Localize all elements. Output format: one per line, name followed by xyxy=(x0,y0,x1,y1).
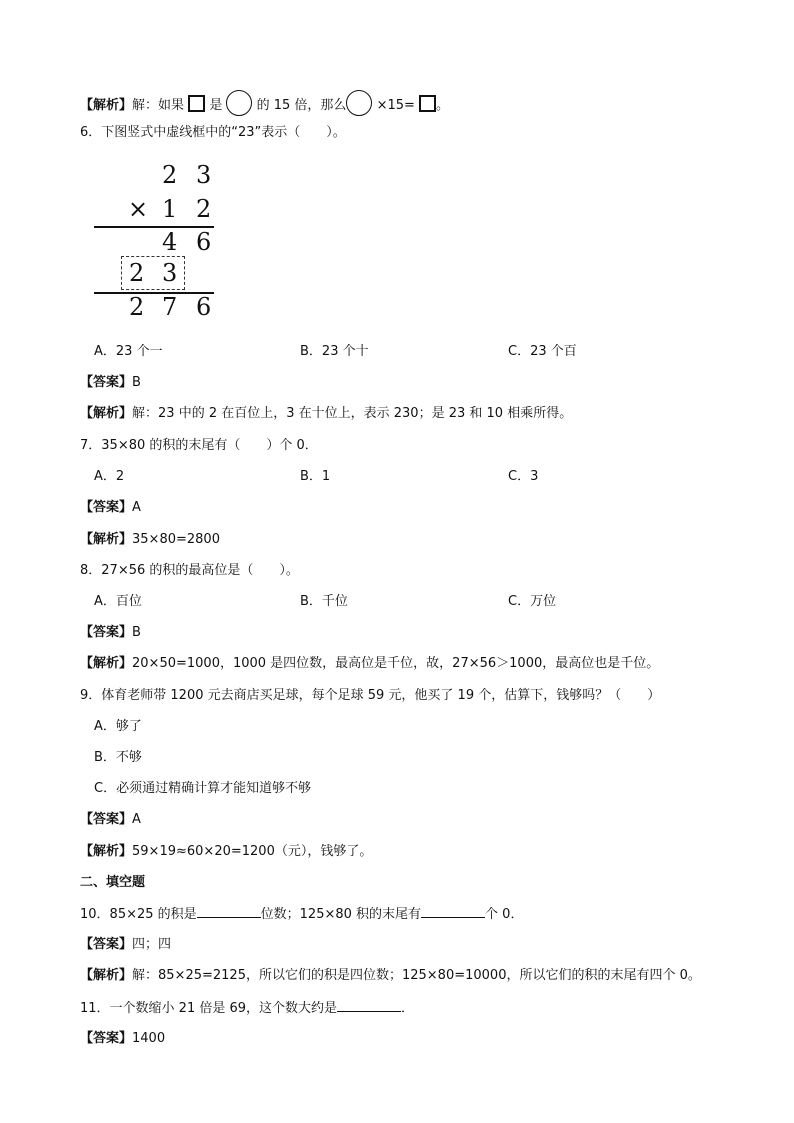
analysis-text: 20×50=1000，1000 是四位数，最高位是千位，故，27×56＞1000，最高位也是千位。 xyxy=(132,656,660,671)
q10-stem-b: 位数；125×80 积的末尾有 xyxy=(260,907,422,922)
q7-analysis xyxy=(80,531,220,549)
q11-stem-b: ． xyxy=(401,1001,415,1016)
analysis-tag: 【解析】 xyxy=(80,656,133,671)
option-b: B．23 个十 xyxy=(300,344,369,359)
digit: 6 xyxy=(196,228,212,256)
digit: 2 xyxy=(162,161,178,189)
q9-stem: 9．体育老师带 1200 元去商店买足球，每个足球 59 元，他买了 19 个，估算下，钱够吗？（ ） xyxy=(80,688,661,703)
option-c: C．万位 xyxy=(508,594,557,609)
answer-tag: 【答案】 xyxy=(80,937,133,952)
fill-blank xyxy=(421,905,485,918)
q5-analysis xyxy=(80,90,449,116)
analysis-tag: 【解析】 xyxy=(80,968,133,983)
q11-answer xyxy=(80,1030,165,1048)
option-c: C．3 xyxy=(508,469,539,484)
answer-value: B xyxy=(132,625,141,640)
q7-answer xyxy=(80,499,141,517)
q11-stem-a: 11．一个数缩小 21 倍是 69，这个数大约是 xyxy=(80,1001,338,1016)
square-box-icon xyxy=(188,95,205,112)
q9-analysis xyxy=(80,843,372,861)
digit: 2 xyxy=(129,293,145,321)
q9-answer xyxy=(80,811,141,829)
option-a: A．百位 xyxy=(94,594,142,609)
q8-answer xyxy=(80,624,141,642)
q6-analysis xyxy=(80,405,572,423)
option-a: A．够了 xyxy=(94,719,142,734)
section-title: 二、填空题 xyxy=(80,875,146,890)
answer-value: A xyxy=(132,500,141,515)
q5-ana-a: 解：如果 xyxy=(132,98,185,113)
analysis-text: 59×19≈60×20=1200（元），钱够了。 xyxy=(132,844,373,859)
option-c: C．必须通过精确计算才能知道够不够 xyxy=(94,781,312,796)
q10-stem-c: 个 0． xyxy=(485,907,524,922)
digit: 3 xyxy=(196,161,212,189)
vertical-multiplication xyxy=(92,160,222,320)
analysis-text: 35×80=2800 xyxy=(132,532,220,547)
multiply-sign: × xyxy=(128,195,149,223)
analysis-tag: 【解析】 xyxy=(80,406,133,421)
digit: 4 xyxy=(162,228,178,256)
q10-stem-a: 10．85×25 的积是 xyxy=(80,907,197,922)
answer-tag: 【答案】 xyxy=(80,1031,133,1046)
q10-analysis xyxy=(80,967,701,985)
q5-ana-e: 。 xyxy=(436,98,450,113)
digit: 6 xyxy=(196,293,212,321)
answer-value: B xyxy=(132,375,141,390)
digit: 1 xyxy=(162,195,178,223)
circle-icon xyxy=(226,90,252,116)
option-b: B．1 xyxy=(300,469,331,484)
circle-icon xyxy=(346,90,372,116)
digit: 2 xyxy=(129,259,145,287)
fill-blank xyxy=(197,905,261,918)
q8-analysis xyxy=(80,655,659,673)
analysis-text: 解：23 中的 2 在百位上，3 在十位上，表示 230；是 23 和 10 相乘所得。 xyxy=(132,406,573,421)
answer-tag: 【答案】 xyxy=(80,375,133,390)
option-c: C．23 个百 xyxy=(508,344,577,359)
q5-ana-d: ×15= xyxy=(376,98,415,113)
digit: 7 xyxy=(162,293,178,321)
q5-ana-c: 的 15 倍，那么 xyxy=(256,98,347,113)
answer-value: A xyxy=(132,812,141,827)
q7-stem: 7．35×80 的积的末尾有（ ）个 0． xyxy=(80,438,318,453)
analysis-tag: 【解析】 xyxy=(80,844,133,859)
q10-answer xyxy=(80,936,171,954)
q6-answer xyxy=(80,374,141,392)
option-b: B．不够 xyxy=(94,750,142,765)
option-b: B．千位 xyxy=(300,594,348,609)
q11-stem xyxy=(80,999,414,1018)
square-box-icon xyxy=(419,95,436,112)
q10-stem xyxy=(80,905,523,924)
option-a: A．23 个一 xyxy=(94,344,163,359)
digit: 2 xyxy=(196,195,212,223)
answer-tag: 【答案】 xyxy=(80,625,133,640)
analysis-tag: 【解析】 xyxy=(80,532,133,547)
option-a: A．2 xyxy=(94,469,125,484)
digit: 3 xyxy=(162,259,178,287)
q6-stem: 6．下图竖式中虚线框中的“23”表示（ ）。 xyxy=(80,125,346,140)
answer-tag: 【答案】 xyxy=(80,812,133,827)
q5-ana-b: 是 xyxy=(209,98,223,113)
answer-value: 1400 xyxy=(132,1031,166,1046)
analysis-text: 解：85×25=2125，所以它们的积是四位数；125×80=10000，所以它们的积的末尾有四个 0。 xyxy=(132,968,701,983)
analysis-tag: 【解析】 xyxy=(80,98,133,113)
q8-stem: 8．27×56 的积的最高位是（ ）。 xyxy=(80,563,299,578)
answer-value: 四；四 xyxy=(132,937,172,952)
fill-blank xyxy=(337,999,401,1012)
answer-tag: 【答案】 xyxy=(80,500,133,515)
